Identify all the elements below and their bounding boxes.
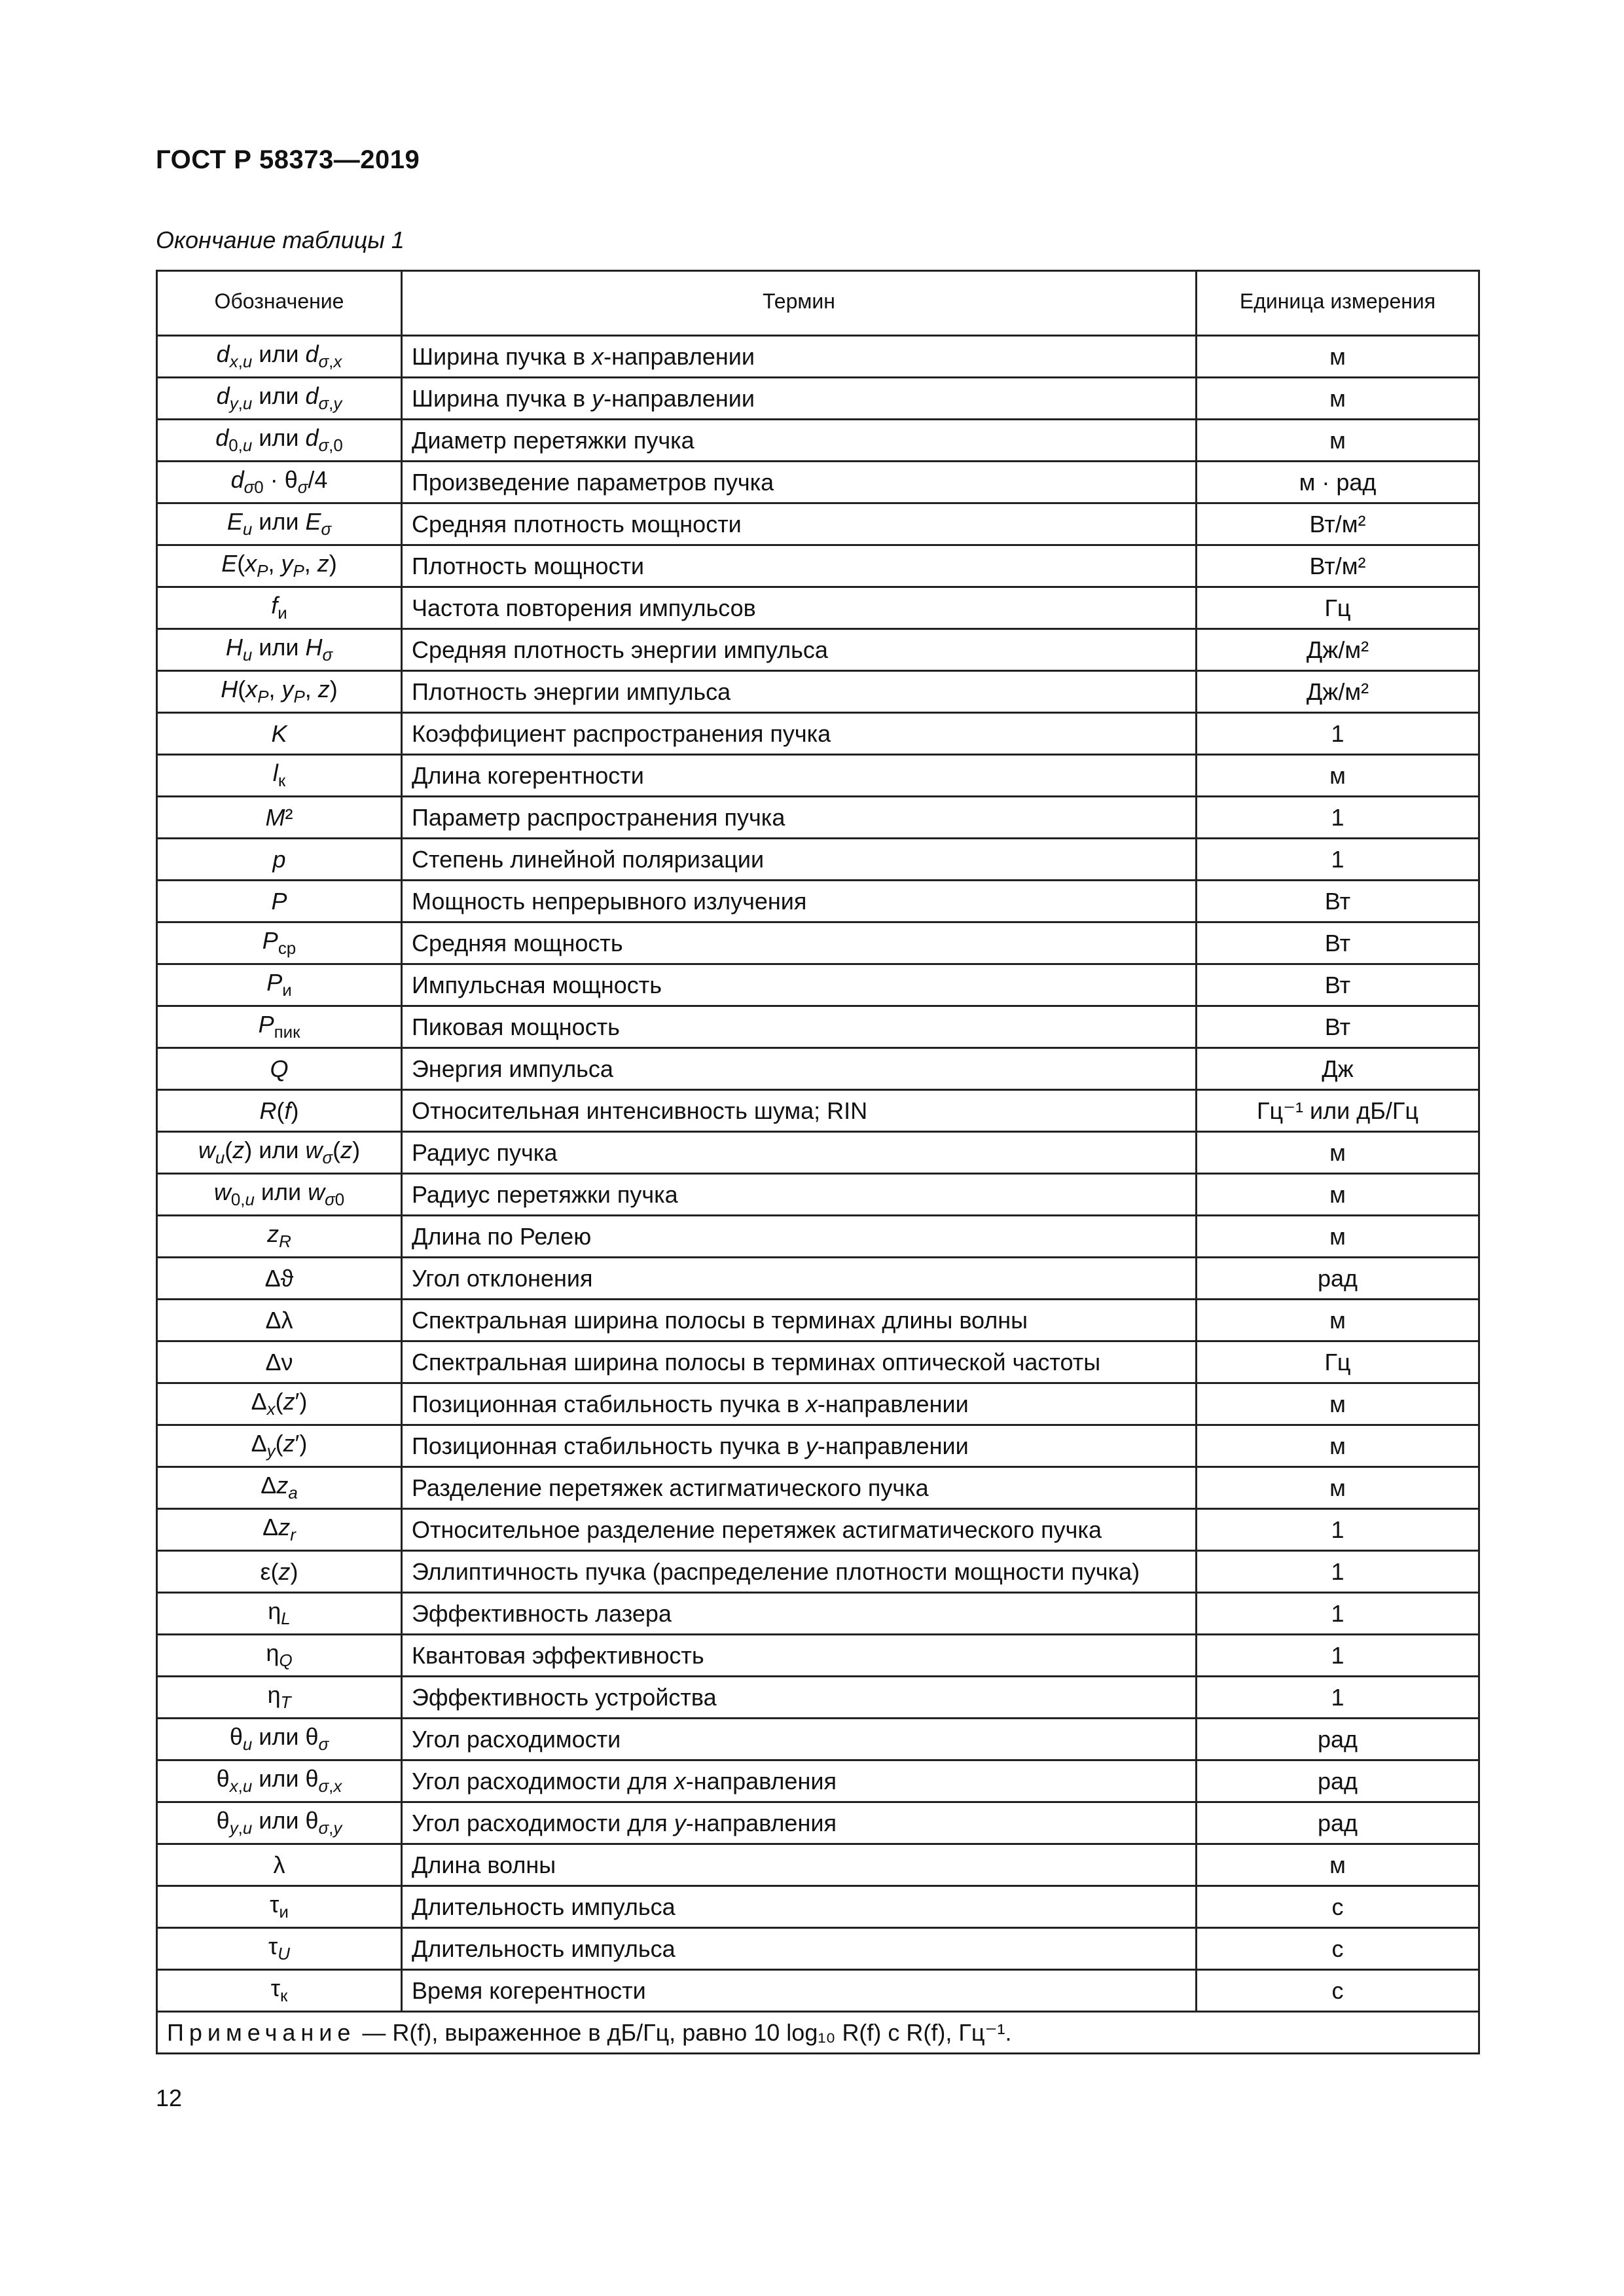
table-body	[157, 331, 1479, 2054]
symbol-cell: $H(x_P$, $y_P$, z)	[157, 671, 402, 713]
symbol-cell: Δλ	[157, 1300, 402, 1341]
term-cell: Диаметр перетяжки пучка	[402, 420, 1197, 462]
symbol-cell: $w_{0,u}$ или $w_{\sigma 0}$	[157, 1174, 402, 1216]
unit-cell: Гц	[1197, 587, 1479, 629]
table-row	[157, 713, 1479, 755]
symbol-cell: $f_и$	[157, 587, 402, 629]
table-row	[157, 1174, 1479, 1216]
table-row	[157, 1467, 1479, 1509]
unit-cell: м	[1197, 1383, 1479, 1425]
table-row	[157, 1258, 1479, 1300]
term-cell: Радиус пучка	[402, 1132, 1197, 1174]
symbol-cell: $P_{ср}$	[157, 922, 402, 964]
term-cell: Средняя плотность энергии импульса	[402, 629, 1197, 671]
unit-cell: с	[1197, 1928, 1479, 1970]
table-caption: Окончание таблицы 1	[156, 227, 405, 253]
page-number: 12	[156, 2085, 183, 2111]
symbol-cell: $\theta_{y,u}$ или $\theta_{\sigma,y}$	[157, 1802, 402, 1844]
symbol-cell: $H_u$ или $H_\sigma$	[157, 629, 402, 671]
symbol-cell: p	[157, 839, 402, 881]
term-cell: Степень линейной поляризации	[402, 839, 1197, 881]
term-cell: Угол расходимости	[402, 1719, 1197, 1760]
symbol-cell: $\Delta_y(z')$	[157, 1425, 402, 1467]
symbol-cell: Δν	[157, 1341, 402, 1383]
table-row	[157, 420, 1479, 462]
unit-cell: Вт	[1197, 1006, 1479, 1048]
table-row	[157, 1593, 1479, 1635]
symbol-cell: $\Delta z_r$	[157, 1509, 402, 1551]
unit-cell: м	[1197, 1425, 1479, 1467]
unit-cell: рад	[1197, 1760, 1479, 1802]
term-cell: Эффективность устройства	[402, 1677, 1197, 1719]
table-note	[157, 2012, 1479, 2054]
term-cell: Спектральная ширина полосы в терминах оптической частоты	[402, 1341, 1197, 1383]
symbol-cell: $\Delta_x(z')$	[157, 1383, 402, 1425]
table-row	[157, 1216, 1479, 1258]
table-header-row	[157, 271, 1479, 331]
symbol-cell: $\eta_Q$	[157, 1635, 402, 1677]
term-cell: Угол отклонения	[402, 1258, 1197, 1300]
table-row	[157, 839, 1479, 881]
symbol-cell: $d_{\sigma 0} \cdot \theta_\sigma/4$	[157, 462, 402, 503]
column-header-term: Термин	[402, 271, 1197, 331]
table-row	[157, 1719, 1479, 1760]
term-cell: Мощность непрерывного излучения	[402, 881, 1197, 922]
symbol-cell: M²	[157, 797, 402, 839]
term-cell: Длина по Релею	[402, 1216, 1197, 1258]
table-row	[157, 1383, 1479, 1425]
symbol-cell: $\eta_T$	[157, 1677, 402, 1719]
symbol-cell: $\theta_u$ или $\theta_\sigma$	[157, 1719, 402, 1760]
document-code: ГОСТ Р 58373—2019	[156, 145, 420, 174]
unit-cell: Гц	[1197, 1341, 1479, 1383]
unit-cell: Дж	[1197, 1048, 1479, 1090]
term-cell: Параметр распространения пучка	[402, 797, 1197, 839]
symbol-cell: $E(x_P$, $y_P$, z)	[157, 545, 402, 587]
unit-cell: 1	[1197, 1635, 1479, 1677]
term-cell: Произведение параметров пучка	[402, 462, 1197, 503]
table-row	[157, 671, 1479, 713]
symbol-cell: Q	[157, 1048, 402, 1090]
table-row	[157, 503, 1479, 545]
symbol-cell: $\tau_к$	[157, 1970, 402, 2012]
term-cell: Спектральная ширина полосы в терминах длины волны	[402, 1300, 1197, 1341]
table-row	[157, 1928, 1479, 1970]
table-row	[157, 336, 1479, 378]
terms-table-container	[156, 270, 1478, 2054]
symbol-cell: K	[157, 713, 402, 755]
term-cell: Позиционная стабильность пучка в y-направлении	[402, 1425, 1197, 1467]
unit-cell: м	[1197, 420, 1479, 462]
unit-cell: 1	[1197, 1677, 1479, 1719]
symbol-cell: $\tau_U$	[157, 1928, 402, 1970]
table-row	[157, 1006, 1479, 1048]
symbol-cell: $P_и$	[157, 964, 402, 1006]
symbol-cell: $\tau_и$	[157, 1886, 402, 1928]
unit-cell: м	[1197, 1467, 1479, 1509]
table-row	[157, 1677, 1479, 1719]
unit-cell: рад	[1197, 1719, 1479, 1760]
unit-cell: м	[1197, 1300, 1479, 1341]
term-cell: Ширина пучка в x-направлении	[402, 336, 1197, 378]
symbol-cell: $\Delta z_a$	[157, 1467, 402, 1509]
term-cell: Импульсная мощность	[402, 964, 1197, 1006]
term-cell: Угол расходимости для x-направления	[402, 1760, 1197, 1802]
symbol-cell: $w_u(z)$ или $w_\sigma(z)$	[157, 1132, 402, 1174]
table-row	[157, 1551, 1479, 1593]
term-cell: Время когерентности	[402, 1970, 1197, 2012]
symbol-cell: $\eta_L$	[157, 1593, 402, 1635]
unit-cell: м	[1197, 1132, 1479, 1174]
term-cell: Плотность мощности	[402, 545, 1197, 587]
table-row	[157, 1970, 1479, 2012]
table-row	[157, 797, 1479, 839]
symbol-cell: R(f)	[157, 1090, 402, 1132]
note-label: Примечание	[167, 2018, 356, 2046]
symbol-cell: $P_{пик}$	[157, 1006, 402, 1048]
table-row	[157, 1090, 1479, 1132]
unit-cell: Гц⁻¹ или дБ/Гц	[1197, 1090, 1479, 1132]
unit-cell: м	[1197, 378, 1479, 420]
term-cell: Ширина пучка в y-направлении	[402, 378, 1197, 420]
table-row	[157, 545, 1479, 587]
table-row	[157, 629, 1479, 671]
unit-cell: м	[1197, 755, 1479, 797]
table-row	[157, 1886, 1479, 1928]
unit-cell: с	[1197, 1886, 1479, 1928]
unit-cell: м	[1197, 1174, 1479, 1216]
table-row	[157, 1425, 1479, 1467]
unit-cell: м	[1197, 1844, 1479, 1886]
symbol-cell: Δϑ	[157, 1258, 402, 1300]
term-cell: Частота повторения импульсов	[402, 587, 1197, 629]
table-row	[157, 964, 1479, 1006]
unit-cell: Вт/м²	[1197, 503, 1479, 545]
term-cell: Эллиптичность пучка (распределение плотности мощности пучка)	[402, 1551, 1197, 1593]
term-cell: Средняя мощность	[402, 922, 1197, 964]
term-cell: Позиционная стабильность пучка в x-направлении	[402, 1383, 1197, 1425]
term-cell: Длина когерентности	[402, 755, 1197, 797]
unit-cell: рад	[1197, 1258, 1479, 1300]
term-cell: Длина волны	[402, 1844, 1197, 1886]
note-text: — R(f), выраженное в дБ/Гц, равно 10 log₁₀ R(f) с R(f), Гц⁻¹.	[355, 2018, 1012, 2046]
symbol-cell: λ	[157, 1844, 402, 1886]
table-row	[157, 1300, 1479, 1341]
table-row	[157, 1341, 1479, 1383]
table-row	[157, 755, 1479, 797]
table-row	[157, 462, 1479, 503]
table-row	[157, 1635, 1479, 1677]
term-cell: Разделение перетяжек астигматического пучка	[402, 1467, 1197, 1509]
table-row	[157, 1802, 1479, 1844]
unit-cell: Дж/м²	[1197, 671, 1479, 713]
unit-cell: 1	[1197, 1551, 1479, 1593]
unit-cell: рад	[1197, 1802, 1479, 1844]
unit-cell: Дж/м²	[1197, 629, 1479, 671]
table-row	[157, 1048, 1479, 1090]
symbol-cell: $d_{0,u}$ или $d_{\sigma,0}$	[157, 420, 402, 462]
header-divider	[157, 331, 1479, 336]
term-cell: Энергия импульса	[402, 1048, 1197, 1090]
table-row	[157, 881, 1479, 922]
term-cell: Радиус перетяжки пучка	[402, 1174, 1197, 1216]
unit-cell: 1	[1197, 797, 1479, 839]
term-cell: Коэффициент распространения пучка	[402, 713, 1197, 755]
symbol-cell: $\theta_{x,u}$ или $\theta_{\sigma,x}$	[157, 1760, 402, 1802]
unit-cell: м · рад	[1197, 462, 1479, 503]
term-cell: Эффективность лазера	[402, 1593, 1197, 1635]
table-row	[157, 922, 1479, 964]
table-row	[157, 1509, 1479, 1551]
symbol-cell: $E_u$ или $E_\sigma$	[157, 503, 402, 545]
unit-cell: Вт/м²	[1197, 545, 1479, 587]
symbol-cell: $l_к$	[157, 755, 402, 797]
column-header-unit: Единица измерения	[1197, 271, 1479, 331]
table-row	[157, 1132, 1479, 1174]
symbol-cell: P	[157, 881, 402, 922]
table-row	[157, 378, 1479, 420]
term-cell: Длительность импульса	[402, 1928, 1197, 1970]
terms-table	[156, 270, 1480, 2054]
unit-cell: 1	[1197, 1509, 1479, 1551]
term-cell: Пиковая мощность	[402, 1006, 1197, 1048]
unit-cell: 1	[1197, 713, 1479, 755]
unit-cell: м	[1197, 1216, 1479, 1258]
symbol-cell: $d_{y,u}$ или $d_{\sigma,y}$	[157, 378, 402, 420]
symbol-cell: $z_R$	[157, 1216, 402, 1258]
symbol-cell: $d_{x,u}$ или $d_{\sigma,x}$	[157, 336, 402, 378]
column-header-symbol: Обозначение	[157, 271, 402, 331]
unit-cell: м	[1197, 336, 1479, 378]
term-cell: Длительность импульса	[402, 1886, 1197, 1928]
unit-cell: 1	[1197, 1593, 1479, 1635]
term-cell: Угол расходимости для y-направления	[402, 1802, 1197, 1844]
term-cell: Квантовая эффективность	[402, 1635, 1197, 1677]
term-cell: Относительная интенсивность шума; RIN	[402, 1090, 1197, 1132]
symbol-cell: ε(z)	[157, 1551, 402, 1593]
term-cell: Средняя плотность мощности	[402, 503, 1197, 545]
table-row	[157, 1760, 1479, 1802]
table-row	[157, 1844, 1479, 1886]
table-row	[157, 587, 1479, 629]
term-cell: Плотность энергии импульса	[402, 671, 1197, 713]
unit-cell: Вт	[1197, 964, 1479, 1006]
table-note-row	[157, 2012, 1479, 2054]
unit-cell: Вт	[1197, 881, 1479, 922]
unit-cell: 1	[1197, 839, 1479, 881]
unit-cell: Вт	[1197, 922, 1479, 964]
term-cell: Относительное разделение перетяжек астигматического пучка	[402, 1509, 1197, 1551]
unit-cell: с	[1197, 1970, 1479, 2012]
